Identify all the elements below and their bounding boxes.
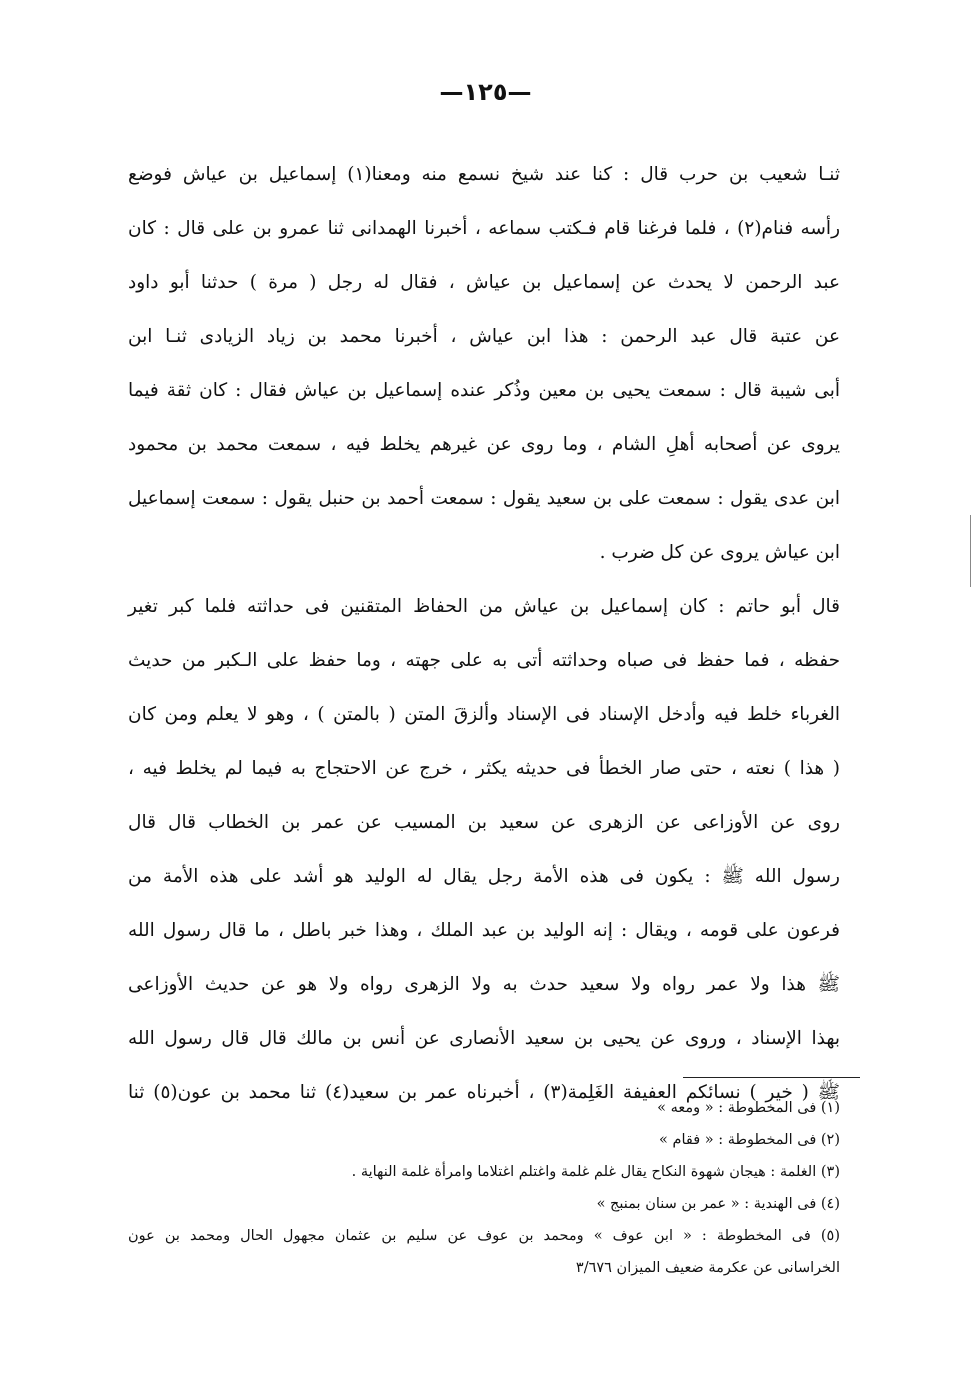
text-line: ابن عياش يروى عن كل ضرب . — [599, 541, 840, 563]
text-line: ﷺ ( خير ) نسائكم العفيفة الغَلِمة(٣) ، أخبرناه عمر بن سعيد(٤) ثنا محمد بن عون(٥) ثنا — [128, 1081, 841, 1103]
text-line: الغرباء خلط فيه وأدخل الإسناد فى الإسناد وألزقَ المتن ( بالمتن ) ، وهو لا يعلم ومن كان — [128, 703, 840, 725]
text-line: ﷺ هذا ولا عمر رواه ولا سعيد حدث به ولا الزهرى رواه ولا هو عن حديث الأوزاعى — [128, 973, 840, 995]
text-line: قال أبو حاتم : كان إسماعيل بن عياش من الحفاظ المتقنين فى حداثته فلما كبر تغير — [128, 595, 840, 617]
footnote: (٢) فى المخطوطة : « فقام » — [659, 1131, 840, 1148]
footnote: (١) فى المخطوطة : « ومعه » — [657, 1099, 840, 1116]
page-number: —١٢٥— — [439, 78, 532, 106]
footnote: (٥) فى المخطوطة : « ابن عوف » ومحمد بن عوف عن سليم بن عثمان مجهول الحال ومحمد بن عون — [128, 1227, 840, 1244]
text-line: أبى شيبة قال : سمعت يحيى بن معين وذُكر عنده إسماعيل بن عياش فقال : كان ثقة فيما — [128, 379, 840, 401]
text-line: عبد الرحمن لا يحدث عن إسماعيل بن عياش ، فقال له رجل ( مرة ) حدثنا أبو داود — [128, 271, 840, 293]
text-line: فرعون على قومه ، ويقال : إنه الوليد بن عبد الملك ، وهذا خبر باطل ، ما قال رسول الله — [128, 919, 840, 941]
text-line: روى عن الأوزاعى عن الزهرى عن سعيد بن المسيب عن عمر بن الخطاب قال قال — [128, 811, 840, 833]
footnote: (٣) الغلمة : هيجان شهوة النكاح يقال غلم غلمة واغتلم اغتلاما وامرأة غلمة النهاية . — [351, 1163, 840, 1180]
text-line: ثنـا شعيب بن حرب قال : كنا عند شيخ نسمع منه ومعنا(١) إسماعيل بن عياش فوضع — [128, 163, 840, 185]
footnote-separator — [683, 1077, 860, 1078]
text-line: رسول الله ﷺ : يكون فى هذه الأمة رجل يقال له الوليد هو أشد على هذه الأمة من — [128, 865, 840, 887]
text-line: رأسه فنام(٢) ، فلما فرغنا قام فـكتب سماعه ، أخبرنا الهمدانى ثنا عمرو بن على قال : كان — [128, 217, 841, 239]
footnote-continuation: الخراسانى عن عكرمة ضعيف الميزان ٣/٦٧٦ — [575, 1259, 840, 1276]
text-line: ابن عدى يقول : سمعت على بن سعيد يقول : سمعت أحمد بن حنبل يقول : سمعت إسماعيل — [128, 487, 840, 509]
footnotes — [128, 1092, 840, 1284]
text-line: عن عتبة قال عبد الرحمن : هذا ابن عياش ، أخبرنا محمد بن زياد الزيادى ثنـا ابن — [128, 325, 840, 347]
text-line: ( هذا ) نعته ، حتى صار الخطأ فى حديثه يكثر ، خرج عن الاحتجاج به فيما لم يخلط فيه ، — [128, 757, 840, 779]
text-line: بهذا الإسناد ، وروى عن يحيى بن سعيد الأنصارى عن أنس بن مالك قال قال رسول الله — [128, 1027, 840, 1049]
text-line: يروى عن أصحابه أهلِ الشام ، وما روى عن غيرهم يخلط فيه ، سمعت محمد بن محمود — [128, 433, 840, 455]
text-line: حفظه ، فما حفظ فى صباه وحداثته أتى به على جهته ، وما حفظ على الـكبر من حديث — [128, 649, 840, 671]
footnote: (٤) فى الهندية : « عمر بن سنان بمنبج » — [596, 1195, 840, 1212]
body-text — [128, 148, 840, 1120]
